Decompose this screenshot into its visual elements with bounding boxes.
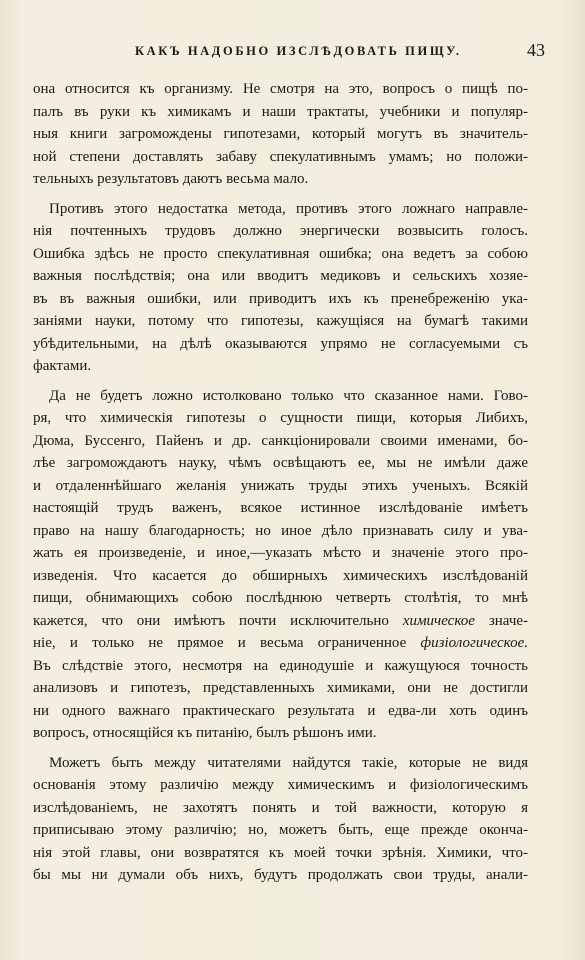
text-line: жать ея произведеніе, и иное,—указать мѣсто и значеніе этого про- [33, 545, 528, 561]
text-line [33, 610, 528, 633]
text-segment: значе- [488, 612, 528, 629]
text-segment: кажется, что они имѣютъ почти исключительно [33, 612, 389, 629]
text-line: нія этой главы, они возвратятся къ моей точки зрѣнія. Химики, что- [33, 844, 528, 861]
text-line: приписываю этому различію; но, можетъ быть, еще прежде оконча- [33, 822, 528, 838]
text-line: ни одного важнаго практическаго результата и едва-ли хоть одинъ [33, 702, 528, 719]
text-line: заніями науки, потому что гипотезы, кажущіяся на бумагѣ такими [33, 313, 528, 329]
text-line: нія почтенныхъ трудовъ должно энергически возвысить голосъ. [33, 223, 528, 239]
text-line: тельныхъ результатовъ даютъ весьма мало. [33, 171, 309, 187]
text-line: лѣе загромождаютъ науку, чѣмъ освѣщаютъ ее, мы не имѣли даже [33, 455, 528, 471]
text-line: убѣдительными, на дѣлѣ оказываются упрямо не согласуемыми съ [33, 335, 528, 352]
text-line: пищи, обнимающихъ собою послѣднюю четверть столѣтія, то мнѣ [33, 590, 528, 606]
text-line [33, 632, 528, 655]
text-line: ныя книги загромождены гипотезами, который могутъ въ значитель- [33, 126, 528, 142]
text-line: Ошибка здѣсь не просто спекулативная ошибка; она ведетъ за собою [33, 245, 528, 262]
running-head [40, 40, 545, 62]
italic-term: химическое [402, 612, 475, 629]
text-line: Противъ этого недостатка метода, противъ этого ложнаго направле- [49, 200, 528, 217]
text-line: изведенія. Что касается до обширныхъ химическихъ изслѣдованій [33, 567, 528, 584]
italic-term: физіологическое. [420, 635, 528, 651]
body-text [33, 78, 528, 887]
text-line: право на нашу благодарность; но иное дѣло признавать силу и ува- [33, 522, 528, 539]
text-line: изслѣдованіемъ, не захотятъ понять и той важности, которую я [33, 799, 528, 816]
text-segment: ніе, и только не прямое и весьма ограниченное [33, 635, 407, 651]
text-line: она относится къ организму. Не смотря на это, вопросъ о пищѣ по- [33, 81, 528, 97]
text-line: Въ слѣдствіе этого, несмотря на единодушіе и кажущуюся точность [33, 657, 528, 674]
text-line: анализовъ и гипотезъ, представленныхъ химиками, они не достигли [33, 680, 528, 696]
page-number: 43 [527, 40, 545, 60]
text-line: Дюма, Буссенго, Пайенъ и др. санкціонировали своими именами, бо- [33, 432, 528, 449]
text-line: бы мы ни думали объ нихъ, будутъ продолжать свои труды, анали- [33, 867, 528, 883]
text-line: ной степени доставлять забаву спекулативнымъ умамъ; но положи- [33, 148, 528, 165]
text-line: и отдаленнѣйшаго желанія унижать труды этихъ ученыхъ. Всякій [33, 477, 528, 494]
text-line: ря, что химическія гипотезы о сущности пищи, которыя Либихъ, [33, 410, 528, 426]
text-line: основанія этому различію между химическимъ и физіологическимъ [33, 777, 528, 793]
text-line: Можетъ быть между читателями найдутся такіе, которые не видя [49, 754, 528, 771]
text-line: фактами. [33, 358, 92, 374]
text-line: вопросъ, относящійся къ питанію, былъ рѣшонъ ими. [33, 725, 377, 741]
text-line: важныя послѣдствія; она или вводитъ медиковъ и сельскихъ хозяе- [33, 268, 528, 284]
running-title: КАКЪ НАДОБНО ИЗСЛѢДОВАТЬ ПИЩУ. [135, 44, 462, 58]
text-line: настоящій трудъ важенъ, всякое истинное изслѣдованіе имѣетъ [33, 500, 528, 516]
text-line: Да не будетъ ложно истолковано только что сказанное нами. Гово- [49, 387, 528, 404]
text-line: палъ въ руки къ химикамъ и наши трактаты, учебники и популяр- [33, 103, 528, 120]
text-line: въ въ важныя ошибки, или приводитъ ихъ къ пренебреженію ука- [33, 290, 528, 307]
